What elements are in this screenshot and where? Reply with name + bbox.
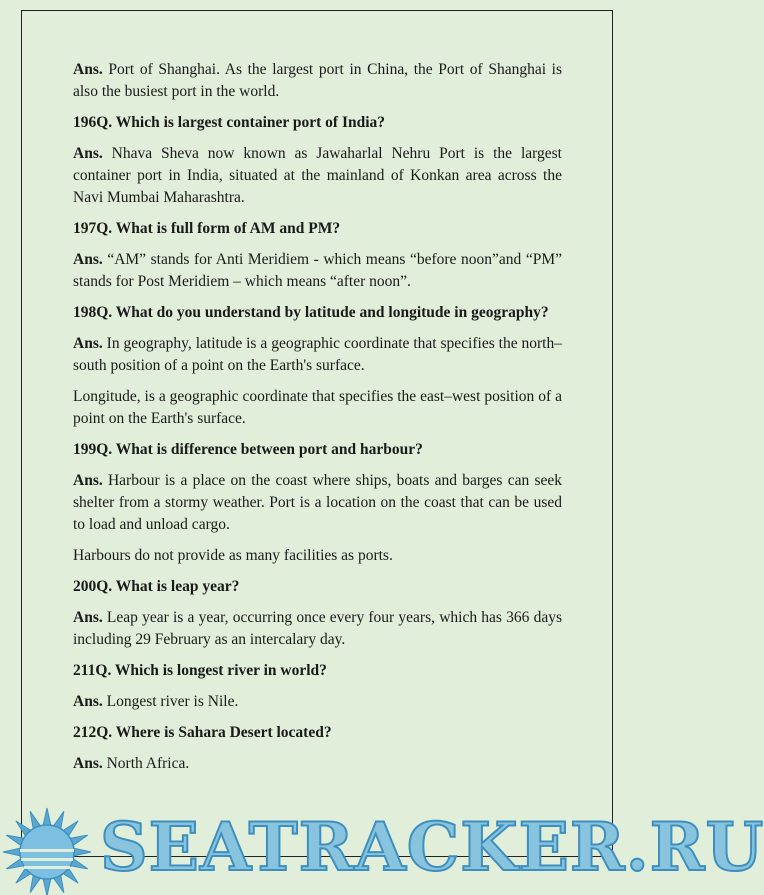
answer-196 (73, 143, 562, 209)
answer-label: Ans. (73, 335, 103, 352)
answer-label: Ans. (73, 145, 103, 162)
answer-text: Harbour is a place on the coast where ships, boats and barges can seek shelter from a stormy weather. Port is a location on the coast that can be used to load and unload cargo. (73, 472, 562, 533)
answer-text: Nhava Sheva now known as Jawaharlal Nehru Port is the largest container port in India, situated at the mainland of Konkan area across the Navi Mumbai Maharashtra. (73, 145, 562, 206)
sun-logo-icon (0, 800, 100, 895)
answer-211 (73, 691, 562, 713)
answer-199 (73, 470, 562, 536)
answer-198-extra: Longitude, is a geographic coordinate that specifies the east–west position of a point on the Earth's surface. (73, 388, 562, 427)
answer-text: Leap year is a year, occurring once every four years, which has 366 days including 29 February as an intercalary day. (73, 609, 562, 648)
question-196: 196Q. Which is largest container port of India? (73, 114, 386, 131)
answer-text: Longest river is Nile. (102, 693, 239, 710)
answer-text: “AM” stands for Anti Meridiem - which means “before noon”and “PM” stands for Post Meridiem – which means “after noon”. (73, 251, 562, 290)
question-198: 198Q. What do you understand by latitude and longitude in geography? (73, 304, 549, 321)
answer-text: North Africa. (102, 755, 190, 772)
question-212: 212Q. Where is Sahara Desert located? (73, 724, 332, 741)
answer-text: In geography, latitude is a geographic coordinate that specifies the north–south position of a point on the Earth's surface. (73, 335, 562, 374)
answer-label: Ans. (73, 472, 103, 489)
document-body (73, 59, 562, 784)
question-197: 197Q. What is full form of AM and PM? (73, 220, 341, 237)
answer-199-extra: Harbours do not provide as many facilities as ports. (73, 547, 393, 564)
answer-label: Ans. (73, 251, 103, 268)
answer-label: Ans. (73, 61, 103, 78)
question-199: 199Q. What is difference between port and harbour? (73, 441, 423, 458)
answer-200 (73, 607, 562, 651)
answer-212 (73, 753, 562, 775)
watermark-text: SEATRACKER.RU (100, 808, 764, 886)
question-211: 211Q. Which is longest river in world? (73, 662, 327, 679)
answer-label: Ans. (73, 693, 103, 710)
answer-text: Port of Shanghai. As the largest port in China, the Port of Shanghai is also the busiest port in the world. (73, 61, 562, 100)
answer-198 (73, 333, 562, 377)
answer-label: Ans. (73, 609, 103, 626)
answer-195 (73, 59, 562, 103)
answer-label: Ans. (73, 755, 103, 772)
question-200: 200Q. What is leap year? (73, 578, 240, 595)
answer-197 (73, 249, 562, 293)
